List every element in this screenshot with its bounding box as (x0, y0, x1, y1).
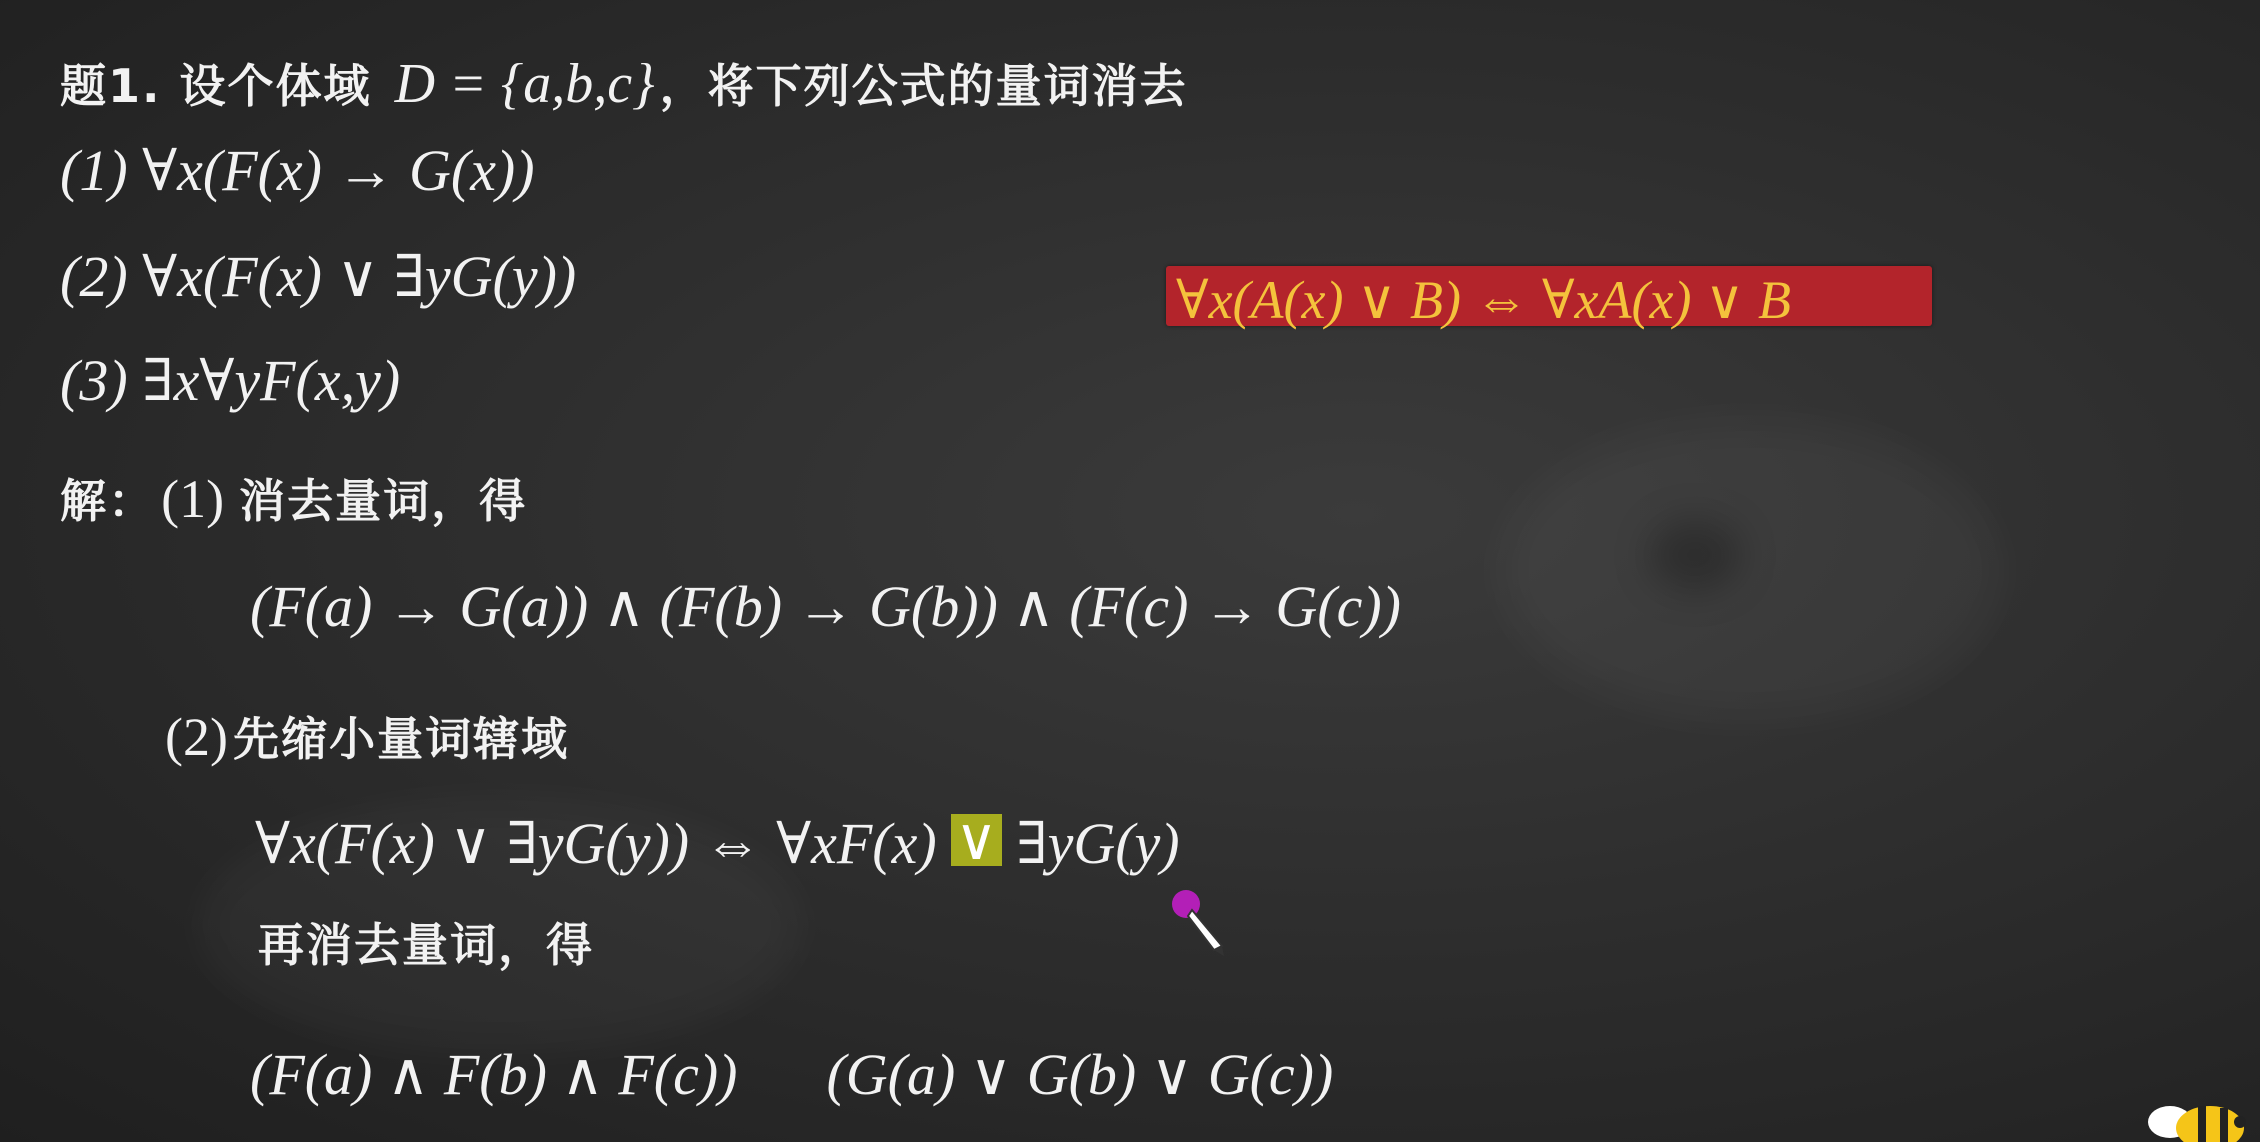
highlighted-or-symbol: ∨ (951, 814, 1001, 866)
problem-item-1: (1) ∀x(F(x) → G(x)) (60, 138, 535, 203)
solution-step2-result-left: (F(a) ∧ F(b) ∧ F(c)) (250, 1042, 738, 1107)
solution-step2-text2: 再消去量词，得 (258, 918, 594, 972)
problem-title-prefix: 题1. 设个体域 (60, 59, 372, 113)
hint-formula: ∀x(A(x) ∨ B) ⇔ ∀xA(x) ∨ B (1176, 270, 1791, 330)
solution-step2-result-right: (G(a) ∨ G(b) ∨ G(c)) (826, 1042, 1334, 1107)
problem-domain-expr: D = {a,b,c} (394, 53, 655, 115)
pen-cursor-icon (1170, 888, 1230, 958)
bee-mascot-icon (2140, 1092, 2260, 1142)
solution-step2-result (250, 1042, 1334, 1107)
solution-step2-header (165, 707, 570, 767)
hint-formula-box (1166, 266, 1932, 330)
problem-title-suffix: ，将下列公式的量词消去 (659, 59, 1188, 113)
solution-step2-num: (2) (165, 707, 228, 767)
solution-step2-text: 先缩小量词辖域 (233, 712, 570, 766)
solution-label: 解： (60, 474, 156, 528)
solution-step1-num: (1) (161, 469, 225, 529)
problem-title (60, 53, 1188, 115)
solution-step1-header (60, 469, 528, 529)
solution-step1-result: (F(a) → G(a)) ∧ (F(b) → G(b)) ∧ (F(c) → G(c)) (250, 574, 1401, 639)
problem-item-2: (2) ∀x(F(x) ∨ ∃yG(y)) (60, 244, 577, 309)
board-smudge (1500, 420, 2000, 720)
board-stain (1650, 520, 1740, 590)
solution-step1-text: 消去量词，得 (239, 474, 528, 528)
solution-step2-eq-right: ∃yG(y) (1016, 811, 1180, 876)
problem-item-3: (3) ∃x∀yF(x,y) (60, 348, 401, 413)
solution-step2-eq-left: ∀x(F(x) ∨ ∃yG(y)) ⇔ ∀xF(x) (255, 811, 937, 876)
solution-step2-equivalence (255, 807, 1180, 876)
